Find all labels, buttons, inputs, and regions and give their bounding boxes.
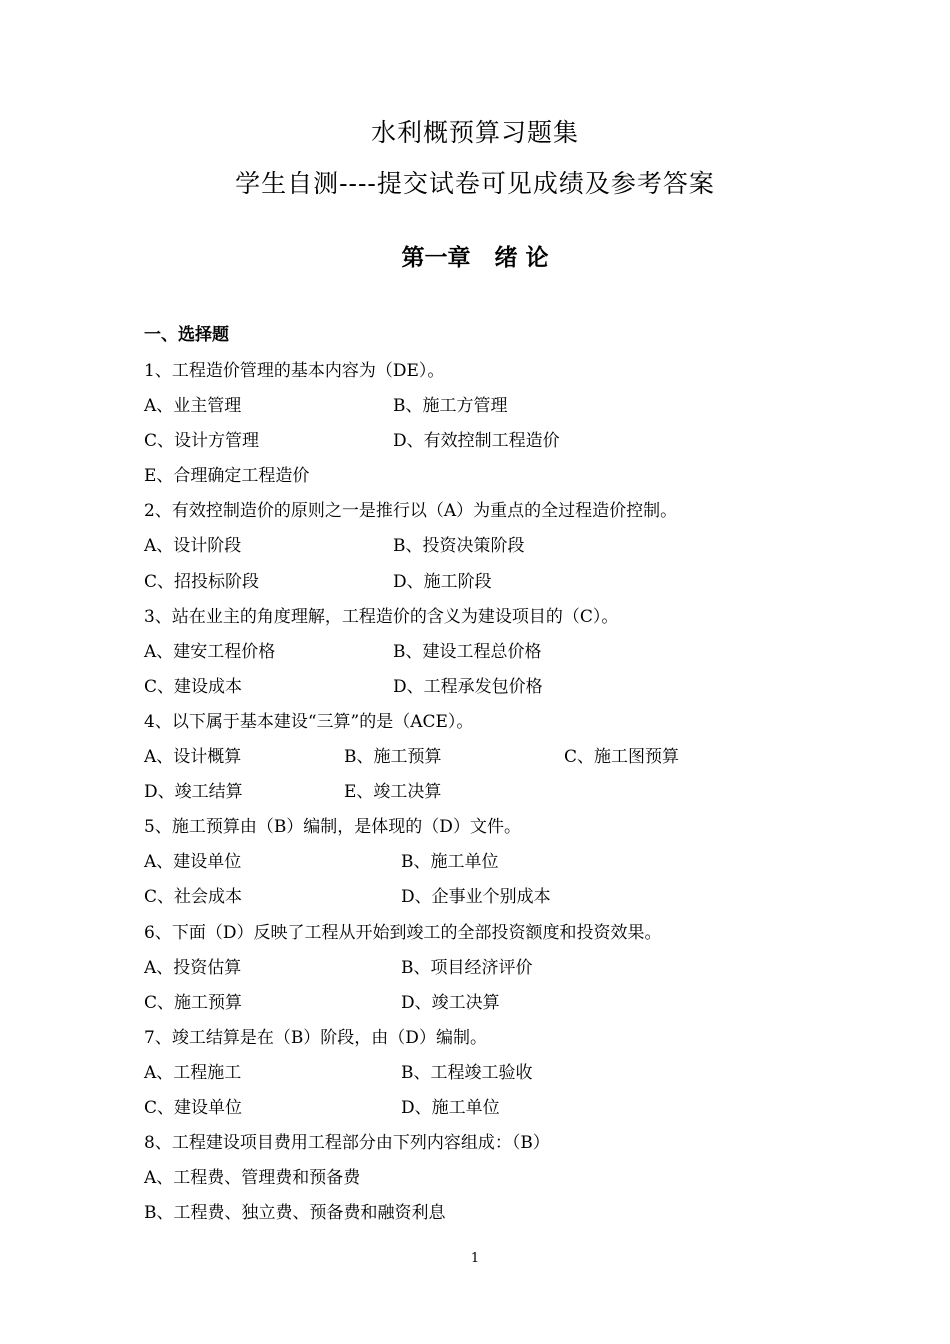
question-stem: 4、以下属于基本建设“三算”的是（ACE）。: [144, 711, 474, 732]
page-number: 1: [470, 1251, 480, 1266]
document-title: 水利概预算习题集: [370, 118, 579, 147]
option: C、社会成本: [144, 887, 243, 908]
option-row: [144, 532, 844, 567]
option: A、建设单位: [144, 852, 242, 873]
option-row: [144, 568, 844, 603]
question-stem: 1、工程造价管理的基本内容为（DE）。: [144, 361, 445, 381]
question-stem: 8、工程建设项目费用工程部分由下列内容组成：（B）: [144, 1133, 550, 1154]
option: C、建设单位: [144, 1097, 243, 1118]
option: E、竣工决算: [344, 782, 442, 803]
option: C、设计方管理: [144, 431, 260, 452]
option: B、工程费、独立费、预备费和融资利息: [144, 1203, 446, 1224]
option-row: [144, 848, 844, 883]
document-subtitle: 学生自测----提交试卷可见成绩及参考答案: [235, 169, 715, 198]
chapter-heading: 第一章 绪 论: [401, 245, 549, 271]
option-row: [144, 1094, 844, 1129]
option: A、设计阶段: [144, 536, 242, 557]
section-heading: 一、选择题: [144, 325, 229, 345]
option-row: [144, 638, 844, 673]
option-row: [144, 883, 844, 918]
question-stem: 7、竣工结算是在（B）阶段，由（D）编制。: [144, 1027, 487, 1048]
option: C、建设成本: [144, 676, 243, 697]
question-stem: 5、施工预算由（B）编制，是体现的（D）文件。: [144, 817, 521, 838]
option: C、招投标阶段: [144, 571, 260, 592]
option: C、施工图预算: [564, 747, 680, 768]
option: B、工程竣工验收: [401, 1062, 533, 1083]
option: B、施工方管理: [393, 396, 508, 417]
option: D、工程承发包价格: [393, 676, 543, 697]
option: B、施工单位: [401, 852, 499, 873]
option-row: [144, 1199, 844, 1234]
question-list: [144, 357, 844, 1234]
option: A、业主管理: [144, 396, 242, 417]
option-row: [144, 1059, 844, 1094]
option: A、工程费、管理费和预备费: [144, 1168, 361, 1189]
option: D、竣工结算: [144, 782, 243, 803]
option: D、有效控制工程造价: [393, 431, 560, 452]
option: D、竣工决算: [401, 992, 500, 1013]
option: B、施工预算: [344, 747, 442, 768]
option: B、建设工程总价格: [393, 641, 542, 662]
option: E、合理确定工程造价: [144, 466, 310, 487]
option-row: [144, 427, 844, 462]
option-row: [144, 1164, 844, 1199]
option: D、企事业个别成本: [401, 887, 551, 908]
option: A、建安工程价格: [144, 641, 276, 662]
option: B、项目经济评价: [401, 957, 533, 978]
option-row: [144, 462, 844, 497]
option: A、投资估算: [144, 957, 242, 978]
option: B、投资决策阶段: [393, 536, 525, 557]
question-stem: 3、站在业主的角度理解，工程造价的含义为建设项目的（C）。: [144, 606, 619, 627]
option: D、施工阶段: [393, 571, 492, 592]
option: A、设计概算: [144, 747, 242, 768]
option: A、工程施工: [144, 1062, 242, 1083]
option: D、施工单位: [401, 1097, 500, 1118]
option-row: [144, 392, 844, 427]
option-row: [144, 743, 844, 778]
option: C、施工预算: [144, 992, 243, 1013]
option-row: [144, 673, 844, 708]
option-row: [144, 778, 844, 813]
option-row: [144, 989, 844, 1024]
question-stem: 2、有效控制造价的原则之一是推行以（A）为重点的全过程造价控制。: [144, 501, 678, 522]
question-stem: 6、下面（D）反映了工程从开始到竣工的全部投资额度和投资效果。: [144, 922, 662, 943]
option-row: [144, 954, 844, 989]
